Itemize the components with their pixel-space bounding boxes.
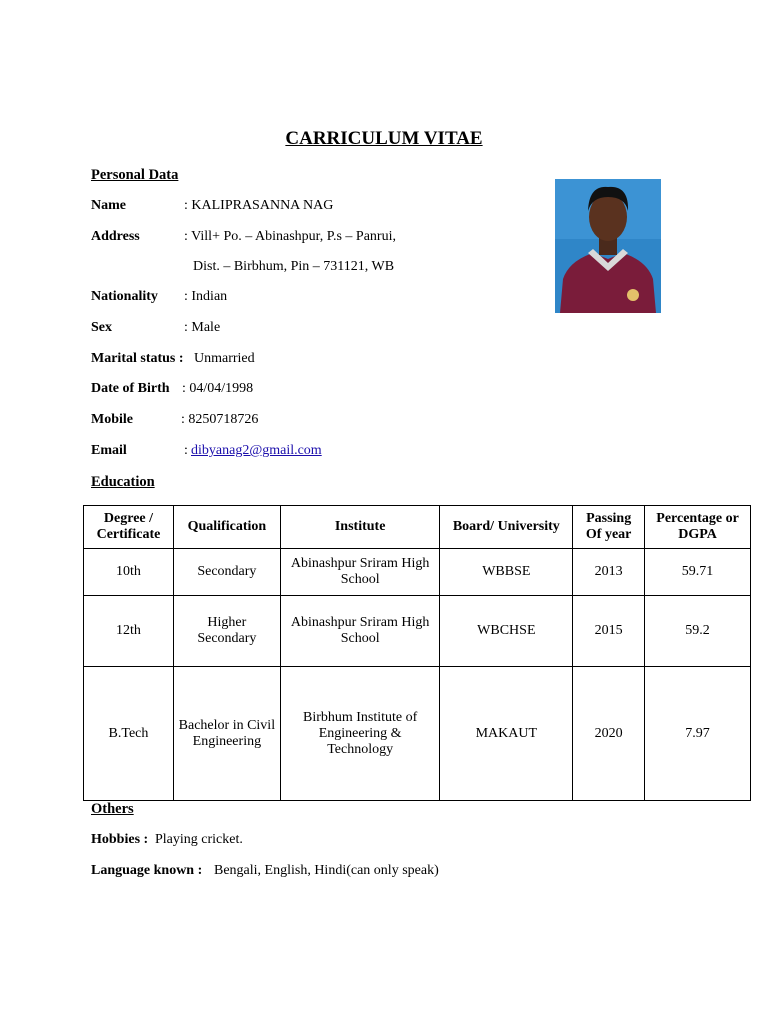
email-colon: :: [184, 443, 188, 458]
cell-year: 2013: [573, 549, 645, 596]
cell-board: WBBSE: [440, 549, 573, 596]
address-label: Address: [91, 229, 140, 244]
table-row: [84, 549, 751, 596]
table-header-row: [84, 506, 751, 549]
name-value: : KALIPRASANNA NAG: [184, 198, 334, 213]
marital-status-label: Marital status :: [91, 351, 184, 366]
hobbies-value: Playing cricket.: [155, 832, 243, 847]
nationality-value: : Indian: [184, 289, 228, 304]
cell-degree: B.Tech: [84, 667, 174, 801]
education-heading: Education: [91, 474, 155, 490]
education-table: [83, 505, 751, 801]
cell-qualification: Higher Secondary: [173, 596, 280, 667]
nationality-label: Nationality: [91, 289, 158, 304]
cell-year: 2015: [573, 596, 645, 667]
sex-label: Sex: [91, 320, 112, 335]
cell-qualification: Bachelor in Civil Engineering: [173, 667, 280, 801]
cell-qualification: Secondary: [173, 549, 280, 596]
header-passing-year: Passing Of year: [573, 506, 645, 549]
language-value: Bengali, English, Hindi(can only speak): [214, 863, 439, 878]
mobile-label: Mobile: [91, 412, 133, 427]
cell-institute: Birbhum Institute of Engineering & Technology: [280, 667, 440, 801]
cell-year: 2020: [573, 667, 645, 801]
personal-data-heading: Personal Data: [91, 167, 179, 183]
cell-degree: 12th: [84, 596, 174, 667]
header-institute: Institute: [280, 506, 440, 549]
language-label: Language known :: [91, 863, 203, 878]
profile-photo: [555, 179, 661, 313]
table-row: [84, 667, 751, 801]
table-row: [84, 596, 751, 667]
sex-value: : Male: [184, 320, 221, 335]
header-percentage: Percentage or DGPA: [645, 506, 751, 549]
cell-percentage: 7.97: [645, 667, 751, 801]
cell-percentage: 59.2: [645, 596, 751, 667]
header-board: Board/ University: [440, 506, 573, 549]
others-heading: Others: [91, 801, 134, 817]
address-line-2: Dist. – Birbhum, Pin – 731121, WB: [193, 259, 395, 274]
cell-degree: 10th: [84, 549, 174, 596]
cell-percentage: 59.71: [645, 549, 751, 596]
dob-value: : 04/04/1998: [182, 381, 254, 396]
cell-board: MAKAUT: [440, 667, 573, 801]
header-degree: Degree / Certificate: [84, 506, 174, 549]
address-line-1: : Vill+ Po. – Abinashpur, P.s – Panrui,: [184, 229, 396, 244]
email-link[interactable]: dibyanag2@gmail.com: [191, 443, 322, 458]
mobile-value: : 8250718726: [181, 412, 259, 427]
email-label: Email: [91, 443, 127, 458]
header-qualification: Qualification: [173, 506, 280, 549]
name-label: Name: [91, 198, 126, 213]
hobbies-label: Hobbies :: [91, 832, 149, 847]
cell-institute: Abinashpur Sriram High School: [280, 549, 440, 596]
cell-board: WBCHSE: [440, 596, 573, 667]
cell-institute: Abinashpur Sriram High School: [280, 596, 440, 667]
dob-label: Date of Birth: [91, 381, 170, 396]
page-title: CARRICULUM VITAE: [285, 128, 483, 149]
marital-status-value: Unmarried: [194, 351, 255, 366]
